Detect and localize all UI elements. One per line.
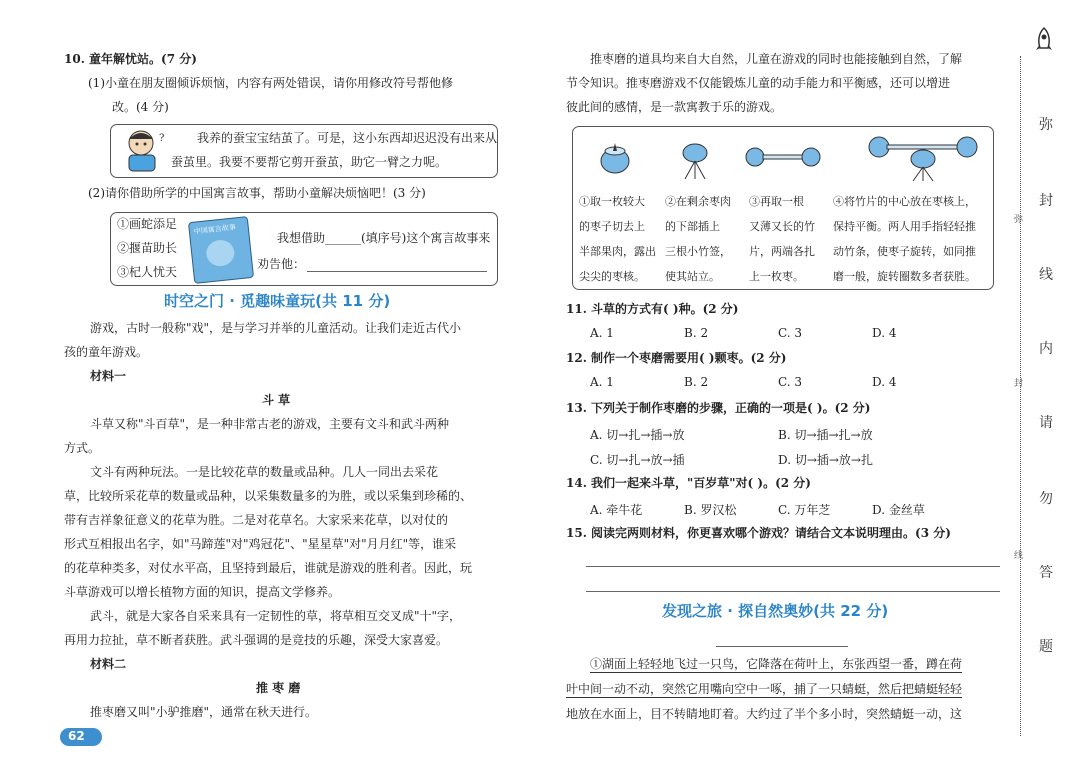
paragraph-line: 推枣磨又叫"小驴推磨"，通常在秋天进行。 xyxy=(90,705,318,719)
paragraph-line: 节令知识。推枣磨游戏不仅能锻炼儿童的动手能力和平衡感，还可以增进 xyxy=(566,76,951,90)
q10-1-line2: 改。(4 分) xyxy=(112,100,169,114)
seal-char: 弥 xyxy=(1039,117,1053,133)
step-text: 尖尖的枣核。 xyxy=(579,270,645,283)
paragraph-line: 方式。 xyxy=(64,441,101,455)
q12: 12. 制作一个枣磨需要用( )颗枣。(2 分) xyxy=(566,351,787,365)
q14-option[interactable]: A. 牵牛花 xyxy=(590,503,643,517)
step-text: ①取一枚较大 xyxy=(579,195,645,208)
fable-option: ②揠苗助长 xyxy=(117,241,178,255)
q13-option[interactable]: D. 切→插→放→扎 xyxy=(778,453,873,467)
q11-option[interactable]: A. 1 xyxy=(590,326,614,340)
paragraph-line: 彼此间的感情，是一款寓教于乐的游戏。 xyxy=(566,100,783,114)
step-text: 上一枚枣。 xyxy=(749,270,804,283)
seal-char: 内 xyxy=(1039,341,1053,357)
title-blank[interactable] xyxy=(716,646,848,647)
step-text: ③再取一根 xyxy=(749,195,804,208)
seal-small-label: 封 xyxy=(1013,379,1023,389)
q12-option[interactable]: C. 3 xyxy=(778,375,803,389)
fable-option: ①画蛇添足 xyxy=(117,217,178,231)
paragraph-line: 斗草游戏可以增长植物方面的知识，提高文学修养。 xyxy=(64,585,341,599)
step-text: 动竹条，使枣子旋转，如同推 xyxy=(833,245,976,258)
borrow-line2: 劝告他： xyxy=(257,257,306,271)
step-text: 三根小竹签， xyxy=(665,245,731,258)
step-text: 磨一般，旋转圈数多者获胜。 xyxy=(833,270,976,283)
bamboo-strip-icon xyxy=(743,143,823,171)
seal-char: 答 xyxy=(1039,565,1053,581)
seal-small-label: 线 xyxy=(1013,551,1023,561)
q12-option[interactable]: B. 2 xyxy=(684,375,709,389)
answer-line[interactable] xyxy=(307,271,487,272)
section-title-nature: 发现之旅 · 探自然奥妙(共 22 分) xyxy=(662,602,889,620)
paragraph-line: 形式互相报出名字，如"马蹄莲"对"鸡冠花"、"星星草"对"月月红"等，谁采 xyxy=(64,537,457,551)
q14: 14. 我们一起来斗草，"百岁草"对( )。(2 分) xyxy=(566,476,811,490)
book-title: 中国寓言故事 xyxy=(193,223,237,236)
worry-line2: 蚕茧里。我要不要帮它剪开蚕茧，助它一臂之力呢。 xyxy=(171,155,448,169)
q13-option[interactable]: C. 切→扎→放→插 xyxy=(590,453,685,467)
q14-option[interactable]: C. 万年芝 xyxy=(778,503,831,517)
paragraph-line: 带有吉祥象征意义的花草为胜。二是对花草名。大家采来花草，以对仗的 xyxy=(64,513,449,527)
step-text: 的下部插上 xyxy=(665,220,720,233)
step-text: 又薄又长的竹 xyxy=(749,220,815,233)
fable-option: ③杞人忧天 xyxy=(117,265,178,279)
q12-option[interactable]: D. 4 xyxy=(872,375,897,389)
worry-post-box xyxy=(110,124,498,178)
seal-char: 请 xyxy=(1039,415,1053,431)
q14-option[interactable]: B. 罗汉松 xyxy=(684,503,737,517)
q10-1-line1: (1)小童在朋友圈倾诉烦恼，内容有两处错误，请你用修改符号帮他修 xyxy=(88,76,454,90)
q11-option[interactable]: B. 2 xyxy=(684,326,709,340)
paragraph-line: ①湖面上轻轻地飞过一只鸟，它降落在荷叶上，东张西望一番，蹲在荷 xyxy=(590,657,963,671)
step-text: 片，两端各扎 xyxy=(749,245,815,258)
steps-box xyxy=(572,126,994,290)
q11-option[interactable]: C. 3 xyxy=(778,326,803,340)
step-text: 保持平衡。两人用手指轻轻推 xyxy=(833,220,976,233)
step-text: 使其站立。 xyxy=(665,270,720,283)
rocket-icon xyxy=(1034,26,1054,54)
answer-line[interactable] xyxy=(586,566,1000,567)
paragraph-line: 叶中间一动不动，突然它用嘴向空中一啄，捕了一只蜻蜓，然后把蜻蜓轻轻 xyxy=(566,682,963,696)
answer-line[interactable] xyxy=(586,591,1000,592)
seal-small-label: 弥 xyxy=(1013,215,1023,225)
tuizaomo-title: 推 枣 磨 xyxy=(256,681,301,695)
q12-option[interactable]: A. 1 xyxy=(590,375,614,389)
fable-book-icon xyxy=(188,216,254,284)
q14-option[interactable]: D. 金丝草 xyxy=(872,503,925,517)
doucao-title: 斗 草 xyxy=(262,393,291,407)
page-number: 62 xyxy=(68,729,85,743)
cut-jujube-icon xyxy=(593,137,637,177)
jujube-on-sticks-icon xyxy=(673,137,717,181)
paragraph-line: 再用力拉扯，草不断者获胜。武斗强调的是竞技的乐趣，深受大家喜爱。 xyxy=(64,633,449,647)
boy-thinking-icon xyxy=(117,127,169,175)
paragraph-line: 推枣磨的道具均来自大自然，儿童在游戏的同时也能接触到自然，了解 xyxy=(590,52,963,66)
q10-title: 10. 童年解忧站。(7 分) xyxy=(64,52,197,66)
q15: 15. 阅读完两则材料，你更喜欢哪个游戏？请结合文本说明理由。(3 分) xyxy=(566,526,951,540)
material1-label: 材料一 xyxy=(90,369,127,383)
seal-char: 勿 xyxy=(1039,491,1053,507)
seal-char: 题 xyxy=(1039,639,1053,655)
material2-label: 材料二 xyxy=(90,657,127,671)
svg-text:?: ? xyxy=(159,133,165,144)
paragraph-line: 斗草又称"斗百草"，是一种非常古老的游戏，主要有文斗和武斗两种 xyxy=(90,417,450,431)
step-text: 半部果肉，露出 xyxy=(579,245,656,258)
intro-line: 孩的童年游戏。 xyxy=(64,345,149,359)
q13-option[interactable]: A. 切→扎→插→放 xyxy=(590,428,685,442)
borrow-line1: 我想借助______(填序号)这个寓言故事来 xyxy=(277,231,491,245)
step-text: 的枣子切去上 xyxy=(579,220,645,233)
step-text: ④将竹片的中心放在枣核上， xyxy=(833,195,976,208)
paragraph-line: 草，比较所采花草的数量或品种，以采集数量多的为胜，或以采集到珍稀的、 xyxy=(64,489,473,503)
paragraph-line: 的花草种类多，对仗水平高，且坚持到最后，谁就是游戏的胜利者。因此，玩 xyxy=(64,561,473,575)
worry-line1: 我养的蚕宝宝结茧了。可是，这小东西却迟迟没有出来从 xyxy=(197,131,498,145)
seal-line xyxy=(1020,56,1021,736)
q13: 13. 下列关于制作枣磨的步骤，正确的一项是( )。(2 分) xyxy=(566,401,871,415)
step-text: ②在剩余枣肉 xyxy=(665,195,731,208)
q10-2: (2)请你借助所学的中国寓言故事，帮助小童解决烦恼吧！(3 分) xyxy=(88,186,426,200)
paragraph-line: 武斗，就是大家各自采来具有一定韧性的草，将草相互交叉成"十"字， xyxy=(90,609,462,623)
q13-option[interactable]: B. 切→插→扎→放 xyxy=(778,428,873,442)
section-title-games: 时空之门 · 觅趣味童玩(共 11 分) xyxy=(164,292,391,310)
paragraph-line: 文斗有两种玩法。一是比较花草的数量或品种。几人一同出去采花 xyxy=(90,465,439,479)
intro-line: 游戏，古时一般称"戏"，是与学习并举的儿童活动。让我们走近古代小 xyxy=(90,321,462,335)
seal-char: 封 xyxy=(1039,193,1053,209)
q11-option[interactable]: D. 4 xyxy=(872,326,897,340)
q11: 11. 斗草的方式有( )种。(2 分) xyxy=(566,302,739,316)
book-cover-art xyxy=(205,239,236,268)
seal-char: 线 xyxy=(1039,267,1053,283)
paragraph-line: 地放在水面上，目不转睛地盯着。大约过了半个多小时，突然蜻蜓一动，这 xyxy=(566,707,963,721)
page-number-tab xyxy=(60,728,102,746)
fable-box xyxy=(110,212,498,286)
jujube-mill-icon xyxy=(863,133,983,183)
